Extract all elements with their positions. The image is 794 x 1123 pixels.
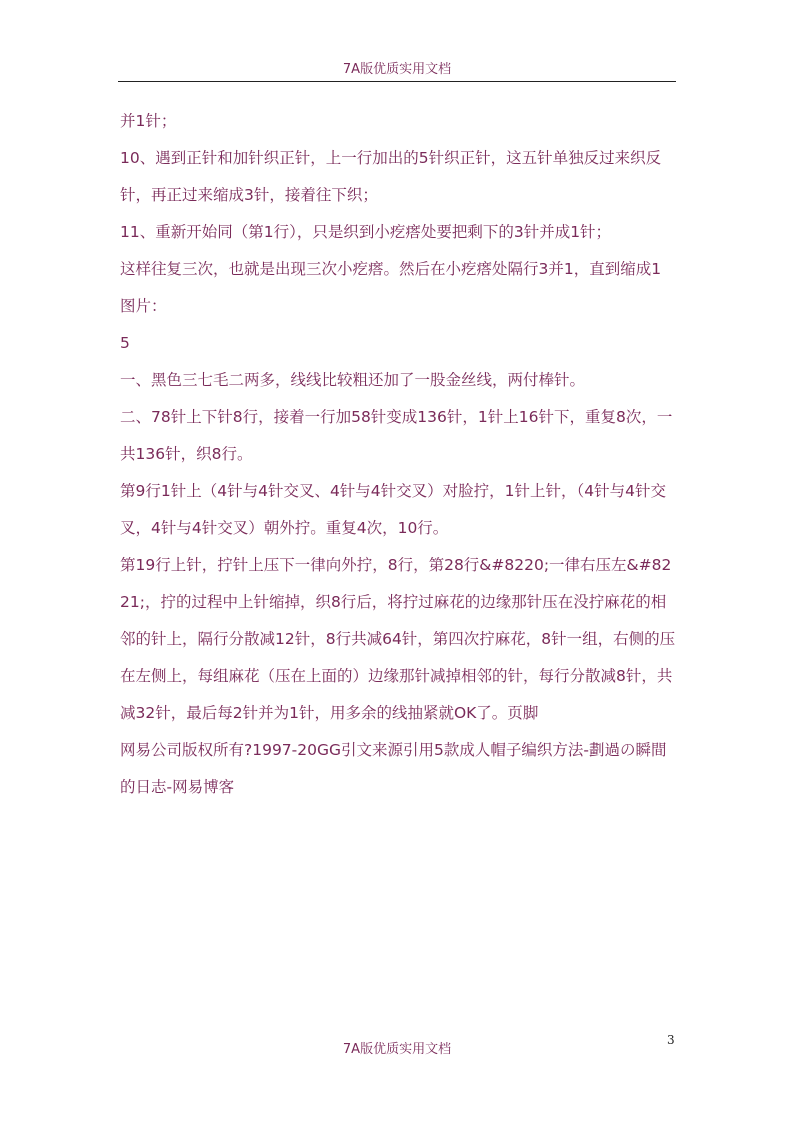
paragraph: 这样往复三次，也就是出现三次小疙瘩。然后在小疙瘩处隔行3并1，直到缩成1图片： [120, 260, 662, 315]
paragraph: 11、重新开始同（第1行），只是织到小疙瘩处要把剩下的3针并成1针； [120, 223, 612, 241]
document-body [120, 103, 676, 806]
page-header: 7A版优质实用文档 [118, 58, 676, 82]
paragraph: 并1针； [120, 112, 177, 130]
page-footer: 7A版优质实用文档 [342, 1042, 452, 1057]
paragraph: 第19行上针，拧针上压下一律向外拧，8行，第28行&#8220;一律右压左&#8221;，拧的过程中上针缩掉，织8行后，将拧过麻花的边缘那针压在没拧麻花的相邻的针上，隔行分散减12针，8行共减64针，第四次拧麻花，8针一组，右侧的压在左侧上，每组麻花（压在上面的）边缘那针减掉相邻的针，每行分散减8针，共减32针，最后每2针并为1针，用多余的线抽紧就OK了。页脚 [120, 556, 676, 722]
paragraph: 一、黑色三七毛二两多，线线比较粗还加了一股金丝线，两付棒针。 [120, 371, 586, 389]
paragraph: 10、遇到正针和加针织正针，上一行加出的5针织正针，这五针单独反过来织反针，再正过来缩成3针，接着往下织； [120, 149, 662, 204]
paragraph: 二、78针上下针8行，接着一行加58针变成136针，1针上16针下，重复8次，一共136针，织8行。 [120, 408, 673, 463]
source-note: 网易公司版权所有?1997-20GG引文来源引用5款成人帽子编织方法-劃過の瞬間的日志-网易博客 [120, 741, 667, 796]
paragraph: 第9行1针上（4针与4针交叉、4针与4针交叉）对脸拧，1针上针，（4针与4针交叉，4针与4针交叉）朝外拧。重复4次，10行。 [120, 482, 667, 537]
section-number: 5 [120, 334, 130, 352]
page-number: 3 [667, 1033, 675, 1047]
